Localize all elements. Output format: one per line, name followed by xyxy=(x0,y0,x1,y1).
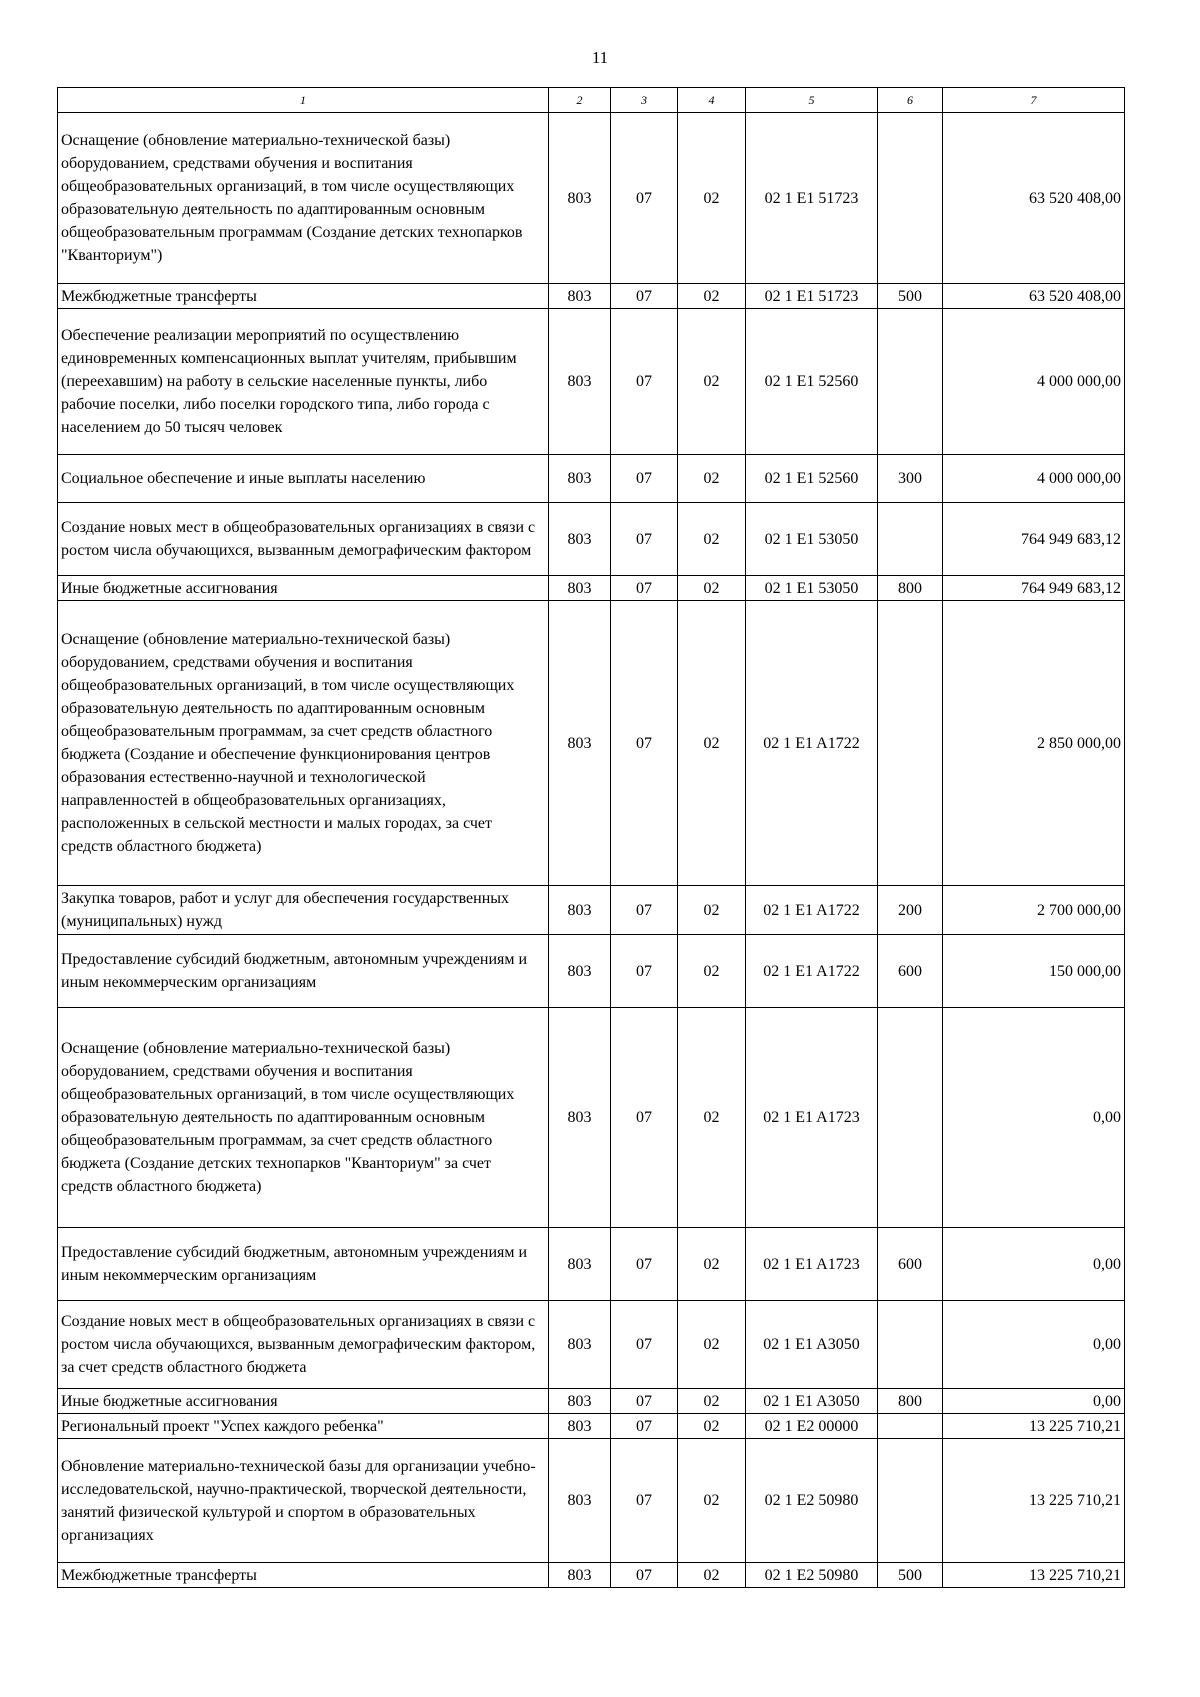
row-subsection: 02 xyxy=(678,576,746,601)
row-code-ved: 803 xyxy=(549,1389,611,1414)
row-code-ved: 803 xyxy=(549,1228,611,1301)
row-section: 07 xyxy=(611,284,678,309)
row-name: Обеспечение реализации мероприятий по осуществлению единовременных компенсационных выплат учителям, прибывшим (переехавшим) на работу в сельские населенные пункты, либо рабочие поселки, либо поселки городского типа, либо города с населением до 50 тысяч человек xyxy=(58,309,549,455)
row-code-ved: 803 xyxy=(549,455,611,503)
row-expense-type: 300 xyxy=(878,455,943,503)
row-expense-type xyxy=(878,1439,943,1563)
row-name: Оснащение (обновление материально-технической базы) оборудованием, средствами обучения и воспитания общеобразовательных организаций, в том числе осуществляющих образовательную деятельность по адаптированным основным общеобразовательным программам, за счет средств областного бюджета (Создание и обеспечение функционирования центров образования естественно-научной и технологической направленностей в общеобразовательных организациях, расположенных в сельской местности и малых городах, за счет средств областного бюджета) xyxy=(58,601,549,886)
row-subsection: 02 xyxy=(678,1389,746,1414)
table-row xyxy=(58,455,1125,503)
row-expense-type: 600 xyxy=(878,1228,943,1301)
row-amount: 4 000 000,00 xyxy=(943,455,1125,503)
row-name: Обновление материально-технической базы для организации учебно-исследовательской, научно-практической, творческой деятельности, занятий физической культурой и спортом в образовательных организациях xyxy=(58,1439,549,1563)
row-amount: 150 000,00 xyxy=(943,935,1125,1008)
table-row xyxy=(58,1008,1125,1228)
row-section: 07 xyxy=(611,1563,678,1588)
row-code-ved: 803 xyxy=(549,601,611,886)
row-name: Создание новых мест в общеобразовательных организациях в связи с ростом числа обучающихся, вызванным демографическим фактором xyxy=(58,503,549,576)
row-name: Закупка товаров, работ и услуг для обеспечения государственных (муниципальных) нужд xyxy=(58,886,549,935)
header-col-2: 2 xyxy=(549,88,611,113)
header-col-5: 5 xyxy=(746,88,878,113)
row-name: Региональный проект "Успех каждого ребенка" xyxy=(58,1414,549,1439)
table-row xyxy=(58,503,1125,576)
row-expense-type xyxy=(878,309,943,455)
row-subsection: 02 xyxy=(678,284,746,309)
row-code-ved: 803 xyxy=(549,503,611,576)
table-row xyxy=(58,284,1125,309)
row-name: Иные бюджетные ассигнования xyxy=(58,576,549,601)
row-subsection: 02 xyxy=(678,455,746,503)
row-target-article: 02 1 E2 50980 xyxy=(746,1563,878,1588)
row-section: 07 xyxy=(611,1389,678,1414)
row-target-article: 02 1 E1 A1722 xyxy=(746,935,878,1008)
table-body xyxy=(58,113,1125,1588)
row-target-article: 02 1 E1 A1722 xyxy=(746,886,878,935)
row-section: 07 xyxy=(611,1414,678,1439)
row-code-ved: 803 xyxy=(549,886,611,935)
row-section: 07 xyxy=(611,576,678,601)
row-section: 07 xyxy=(611,1228,678,1301)
row-code-ved: 803 xyxy=(549,1414,611,1439)
table-row xyxy=(58,886,1125,935)
row-target-article: 02 1 E1 53050 xyxy=(746,576,878,601)
table-row xyxy=(58,309,1125,455)
row-section: 07 xyxy=(611,309,678,455)
row-expense-type xyxy=(878,503,943,576)
row-section: 07 xyxy=(611,886,678,935)
row-subsection: 02 xyxy=(678,1414,746,1439)
row-expense-type: 800 xyxy=(878,576,943,601)
row-expense-type: 800 xyxy=(878,1389,943,1414)
row-name: Предоставление субсидий бюджетным, автономным учреждениям и иным некоммерческим организациям xyxy=(58,1228,549,1301)
row-expense-type: 200 xyxy=(878,886,943,935)
row-subsection: 02 xyxy=(678,601,746,886)
row-name: Предоставление субсидий бюджетным, автономным учреждениям и иным некоммерческим организациям xyxy=(58,935,549,1008)
row-expense-type: 500 xyxy=(878,1563,943,1588)
row-subsection: 02 xyxy=(678,935,746,1008)
row-code-ved: 803 xyxy=(549,1439,611,1563)
header-row xyxy=(58,88,1125,113)
table-row xyxy=(58,1563,1125,1588)
row-target-article: 02 1 E1 51723 xyxy=(746,113,878,284)
row-subsection: 02 xyxy=(678,113,746,284)
row-target-article: 02 1 E2 00000 xyxy=(746,1414,878,1439)
row-section: 07 xyxy=(611,503,678,576)
row-code-ved: 803 xyxy=(549,1008,611,1228)
header-col-4: 4 xyxy=(678,88,746,113)
row-amount: 0,00 xyxy=(943,1228,1125,1301)
row-code-ved: 803 xyxy=(549,1563,611,1588)
row-subsection: 02 xyxy=(678,1563,746,1588)
row-target-article: 02 1 E2 50980 xyxy=(746,1439,878,1563)
row-target-article: 02 1 E1 52560 xyxy=(746,455,878,503)
row-code-ved: 803 xyxy=(549,309,611,455)
row-name: Межбюджетные трансферты xyxy=(58,1563,549,1588)
row-code-ved: 803 xyxy=(549,1301,611,1389)
row-code-ved: 803 xyxy=(549,576,611,601)
row-section: 07 xyxy=(611,113,678,284)
row-target-article: 02 1 E1 51723 xyxy=(746,284,878,309)
budget-table xyxy=(57,87,1125,1588)
row-section: 07 xyxy=(611,1439,678,1563)
row-section: 07 xyxy=(611,935,678,1008)
row-amount: 0,00 xyxy=(943,1008,1125,1228)
row-section: 07 xyxy=(611,455,678,503)
table-row xyxy=(58,601,1125,886)
row-amount: 4 000 000,00 xyxy=(943,309,1125,455)
row-subsection: 02 xyxy=(678,1439,746,1563)
row-target-article: 02 1 E1 A1723 xyxy=(746,1228,878,1301)
row-expense-type xyxy=(878,601,943,886)
table-row xyxy=(58,1439,1125,1563)
table-row xyxy=(58,1414,1125,1439)
row-expense-type: 600 xyxy=(878,935,943,1008)
row-target-article: 02 1 E1 A3050 xyxy=(746,1301,878,1389)
row-amount: 0,00 xyxy=(943,1301,1125,1389)
row-subsection: 02 xyxy=(678,1008,746,1228)
row-amount: 13 225 710,21 xyxy=(943,1563,1125,1588)
row-code-ved: 803 xyxy=(549,935,611,1008)
row-target-article: 02 1 E1 A1722 xyxy=(746,601,878,886)
row-target-article: 02 1 E1 A1723 xyxy=(746,1008,878,1228)
row-code-ved: 803 xyxy=(549,113,611,284)
row-name: Социальное обеспечение и иные выплаты населению xyxy=(58,455,549,503)
table-row xyxy=(58,113,1125,284)
table-row xyxy=(58,1301,1125,1389)
table-row xyxy=(58,1228,1125,1301)
row-code-ved: 803 xyxy=(549,284,611,309)
row-expense-type xyxy=(878,113,943,284)
row-expense-type: 500 xyxy=(878,284,943,309)
row-name: Межбюджетные трансферты xyxy=(58,284,549,309)
row-name: Иные бюджетные ассигнования xyxy=(58,1389,549,1414)
table-row xyxy=(58,935,1125,1008)
row-target-article: 02 1 E1 A3050 xyxy=(746,1389,878,1414)
row-amount: 2 850 000,00 xyxy=(943,601,1125,886)
row-name: Оснащение (обновление материально-технической базы) оборудованием, средствами обучения и воспитания общеобразовательных организаций, в том числе осуществляющих образовательную деятельность по адаптированным основным общеобразовательным программам, за счет средств областного бюджета (Создание детских технопарков "Кванториум" за счет средств областного бюджета) xyxy=(58,1008,549,1228)
row-name: Оснащение (обновление материально-технической базы) оборудованием, средствами обучения и воспитания общеобразовательных организаций, в том числе осуществляющих образовательную деятельность по адаптированным основным общеобразовательным программам (Создание детских технопарков "Кванториум") xyxy=(58,113,549,284)
row-target-article: 02 1 E1 52560 xyxy=(746,309,878,455)
row-amount: 63 520 408,00 xyxy=(943,284,1125,309)
row-subsection: 02 xyxy=(678,886,746,935)
row-expense-type xyxy=(878,1414,943,1439)
row-expense-type xyxy=(878,1008,943,1228)
row-target-article: 02 1 E1 53050 xyxy=(746,503,878,576)
row-amount: 0,00 xyxy=(943,1389,1125,1414)
row-amount: 13 225 710,21 xyxy=(943,1439,1125,1563)
row-section: 07 xyxy=(611,1008,678,1228)
header-col-1: 1 xyxy=(58,88,549,113)
row-amount: 764 949 683,12 xyxy=(943,503,1125,576)
row-amount: 2 700 000,00 xyxy=(943,886,1125,935)
row-section: 07 xyxy=(611,601,678,886)
header-col-3: 3 xyxy=(611,88,678,113)
row-name: Создание новых мест в общеобразовательных организациях в связи с ростом числа обучающихся, вызванным демографическим фактором, за счет средств областного бюджета xyxy=(58,1301,549,1389)
row-subsection: 02 xyxy=(678,1228,746,1301)
row-subsection: 02 xyxy=(678,503,746,576)
row-expense-type xyxy=(878,1301,943,1389)
table-row xyxy=(58,576,1125,601)
header-col-6: 6 xyxy=(878,88,943,113)
table-row xyxy=(58,1389,1125,1414)
row-amount: 63 520 408,00 xyxy=(943,113,1125,284)
row-section: 07 xyxy=(611,1301,678,1389)
row-amount: 764 949 683,12 xyxy=(943,576,1125,601)
row-subsection: 02 xyxy=(678,1301,746,1389)
header-col-7: 7 xyxy=(943,88,1125,113)
page-number: 11 xyxy=(591,48,609,67)
row-amount: 13 225 710,21 xyxy=(943,1414,1125,1439)
row-subsection: 02 xyxy=(678,309,746,455)
